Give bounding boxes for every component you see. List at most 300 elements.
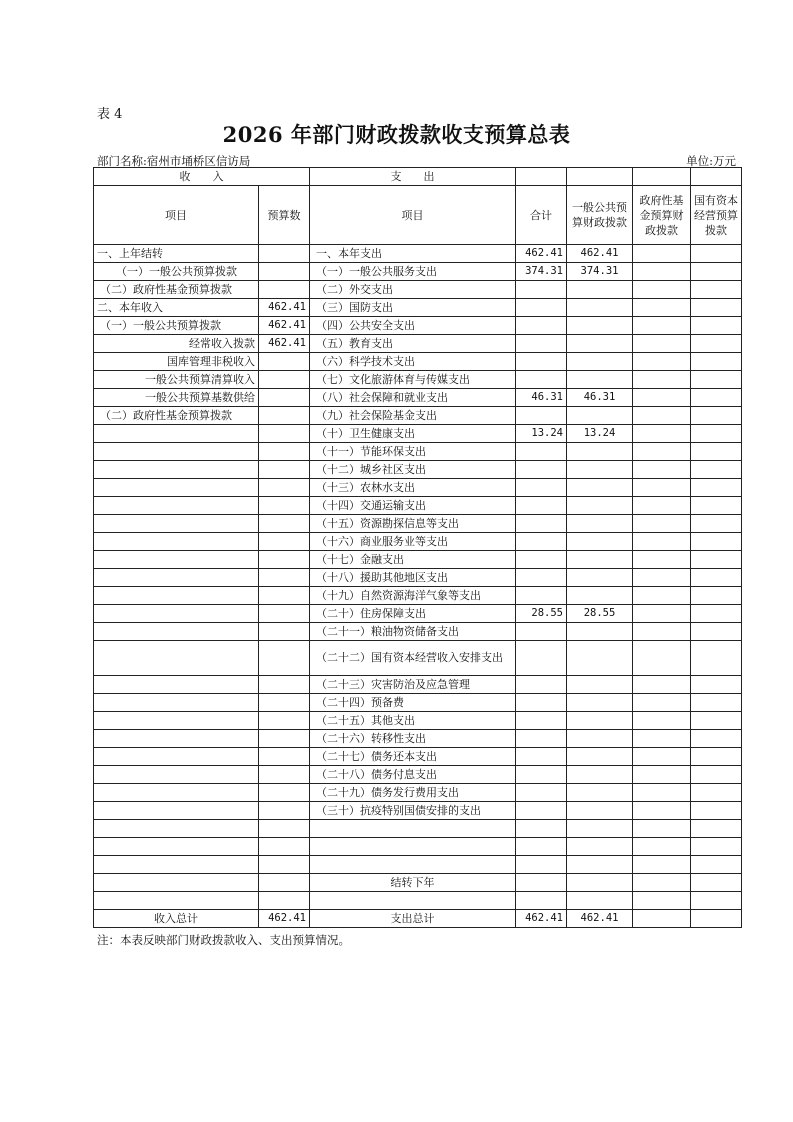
income-budget-cell	[259, 497, 310, 515]
income-item-cell	[94, 533, 259, 551]
blank-header-cell	[516, 168, 567, 186]
income-budget-cell	[259, 263, 310, 281]
state-capital-cell	[691, 425, 742, 443]
general-budget-cell: 46.31	[567, 389, 633, 407]
income-budget-cell	[259, 569, 310, 587]
income-budget-cell	[259, 605, 310, 623]
expense-item-cell: （一）一般公共服务支出	[310, 263, 516, 281]
income-section-header: 收 入	[94, 168, 310, 186]
state-capital-cell	[691, 461, 742, 479]
table-row	[94, 802, 742, 820]
general-budget-cell	[567, 569, 633, 587]
income-item-cell: 国库管理非税收入	[94, 353, 259, 371]
table-row	[94, 676, 742, 694]
total-cell	[516, 533, 567, 551]
income-budget-cell	[259, 641, 310, 676]
expense-item-cell: 一、本年支出	[310, 245, 516, 263]
expense-item-cell: （二十五）其他支出	[310, 712, 516, 730]
income-item-cell	[94, 443, 259, 461]
general-budget-cell	[567, 353, 633, 371]
total-cell	[516, 892, 567, 910]
general-budget-cell: 374.31	[567, 263, 633, 281]
income-item-cell	[94, 676, 259, 694]
gov-fund-cell	[633, 263, 691, 281]
state-capital-cell	[691, 245, 742, 263]
total-cell	[516, 856, 567, 874]
col-total: 合计	[516, 186, 567, 245]
general-budget-cell	[567, 461, 633, 479]
total-cell	[516, 766, 567, 784]
general-budget-cell	[567, 802, 633, 820]
total-cell	[516, 694, 567, 712]
income-budget-cell: 462.41	[259, 317, 310, 335]
gov-fund-cell	[633, 569, 691, 587]
gov-fund-cell	[633, 623, 691, 641]
income-budget-cell: 462.41	[259, 335, 310, 353]
income-budget-cell	[259, 389, 310, 407]
table-row	[94, 766, 742, 784]
state-capital-cell	[691, 784, 742, 802]
general-budget-cell: 13.24	[567, 425, 633, 443]
general-budget-cell	[567, 497, 633, 515]
income-budget-cell	[259, 533, 310, 551]
gov-fund-cell	[633, 245, 691, 263]
general-budget-cell	[567, 784, 633, 802]
expense-item-cell: （六）科学技术支出	[310, 353, 516, 371]
expense-item-cell: （九）社会保险基金支出	[310, 407, 516, 425]
footnote: 注：本表反映部门财政拨款收入、支出预算情况。	[97, 933, 350, 947]
gov-fund-cell	[633, 838, 691, 856]
income-item-cell: 一般公共预算基数供给	[94, 389, 259, 407]
table-row	[94, 371, 742, 389]
income-item-cell: 一般公共预算清算收入	[94, 371, 259, 389]
expense-item-cell: （八）社会保障和就业支出	[310, 389, 516, 407]
state-capital-cell	[691, 856, 742, 874]
income-budget-cell	[259, 730, 310, 748]
general-budget-cell: 462.41	[567, 910, 633, 928]
income-budget-cell	[259, 407, 310, 425]
gov-fund-cell	[633, 856, 691, 874]
state-capital-cell	[691, 892, 742, 910]
expense-item-cell: （三）国防支出	[310, 299, 516, 317]
general-budget-cell	[567, 443, 633, 461]
total-cell	[516, 730, 567, 748]
income-budget-cell	[259, 874, 310, 892]
income-budget-cell	[259, 784, 310, 802]
state-capital-cell	[691, 515, 742, 533]
column-header-row	[94, 186, 742, 245]
state-capital-cell	[691, 605, 742, 623]
state-capital-cell	[691, 263, 742, 281]
income-item-cell	[94, 892, 259, 910]
income-item-cell	[94, 748, 259, 766]
expense-item-cell: （十一）节能环保支出	[310, 443, 516, 461]
income-item-cell: （一）一般公共预算拨款	[94, 263, 259, 281]
income-item-cell: （二）政府性基金预算拨款	[94, 281, 259, 299]
state-capital-cell	[691, 910, 742, 928]
budget-table	[93, 167, 742, 928]
general-budget-cell	[567, 676, 633, 694]
table-row	[94, 479, 742, 497]
total-cell: 28.55	[516, 605, 567, 623]
expense-item-cell	[310, 892, 516, 910]
table-row	[94, 784, 742, 802]
table-row	[94, 461, 742, 479]
income-item-cell	[94, 820, 259, 838]
income-item-cell	[94, 784, 259, 802]
total-cell: 46.31	[516, 389, 567, 407]
income-item-cell	[94, 587, 259, 605]
total-cell	[516, 676, 567, 694]
blank-header-cell	[567, 168, 633, 186]
gov-fund-cell	[633, 748, 691, 766]
income-item-cell	[94, 461, 259, 479]
income-budget-cell	[259, 712, 310, 730]
gov-fund-cell	[633, 802, 691, 820]
table-row	[94, 263, 742, 281]
expense-item-cell	[310, 820, 516, 838]
gov-fund-cell	[633, 497, 691, 515]
income-budget-cell	[259, 820, 310, 838]
income-item-cell: （一）一般公共预算拨款	[94, 317, 259, 335]
general-budget-cell	[567, 407, 633, 425]
table-row	[94, 838, 742, 856]
table-number: 表 4	[97, 107, 123, 122]
general-budget-cell	[567, 515, 633, 533]
income-budget-cell	[259, 838, 310, 856]
col-general-budget: 一般公共预算财政拨款	[567, 186, 633, 245]
expense-item-cell	[310, 838, 516, 856]
col-state-capital: 国有资本经营预算拨款	[691, 186, 742, 245]
table-row	[94, 712, 742, 730]
col-income-budget: 预算数	[259, 186, 310, 245]
expense-item-cell: （十六）商业服务业等支出	[310, 533, 516, 551]
expense-item-cell: （二十九）债务发行费用支出	[310, 784, 516, 802]
general-budget-cell	[567, 730, 633, 748]
table-row	[94, 425, 742, 443]
income-budget-cell	[259, 443, 310, 461]
income-budget-cell	[259, 425, 310, 443]
state-capital-cell	[691, 407, 742, 425]
table-row	[94, 569, 742, 587]
gov-fund-cell	[633, 874, 691, 892]
gov-fund-cell	[633, 443, 691, 461]
state-capital-cell	[691, 623, 742, 641]
income-item-cell: （二）政府性基金预算拨款	[94, 407, 259, 425]
state-capital-cell	[691, 479, 742, 497]
income-budget-cell	[259, 856, 310, 874]
state-capital-cell	[691, 353, 742, 371]
income-item-cell	[94, 766, 259, 784]
table-row	[94, 533, 742, 551]
income-budget-cell	[259, 353, 310, 371]
general-budget-cell	[567, 856, 633, 874]
state-capital-cell	[691, 676, 742, 694]
table-row	[94, 407, 742, 425]
total-cell	[516, 623, 567, 641]
income-item-cell	[94, 425, 259, 443]
expense-item-cell: （二十三）灾害防治及应急管理	[310, 676, 516, 694]
total-cell	[516, 443, 567, 461]
expense-item-cell: （十七）金融支出	[310, 551, 516, 569]
total-cell	[516, 784, 567, 802]
state-capital-cell	[691, 497, 742, 515]
state-capital-cell	[691, 587, 742, 605]
income-item-cell: 经常收入拨款	[94, 335, 259, 353]
total-cell: 462.41	[516, 245, 567, 263]
expense-item-cell: 支出总计	[310, 910, 516, 928]
gov-fund-cell	[633, 407, 691, 425]
income-item-cell: 二、本年收入	[94, 299, 259, 317]
unit-label: 单位:万元	[686, 154, 736, 168]
expense-item-cell: （三十）抗疫特别国债安排的支出	[310, 802, 516, 820]
income-budget-cell	[259, 748, 310, 766]
general-budget-cell	[567, 551, 633, 569]
income-budget-cell	[259, 245, 310, 263]
income-item-cell	[94, 623, 259, 641]
table-row	[94, 892, 742, 910]
gov-fund-cell	[633, 281, 691, 299]
gov-fund-cell	[633, 551, 691, 569]
expense-item-cell: （四）公共安全支出	[310, 317, 516, 335]
income-budget-cell	[259, 479, 310, 497]
table-row	[94, 605, 742, 623]
total-cell	[516, 587, 567, 605]
total-cell	[516, 820, 567, 838]
general-budget-cell	[567, 874, 633, 892]
table-row	[94, 874, 742, 892]
expense-item-cell: 结转下年	[310, 874, 516, 892]
state-capital-cell	[691, 317, 742, 335]
expense-item-cell: （二十八）债务付息支出	[310, 766, 516, 784]
state-capital-cell	[691, 766, 742, 784]
table-row	[94, 497, 742, 515]
table-row	[94, 317, 742, 335]
general-budget-cell	[567, 892, 633, 910]
blank-header-cell	[633, 168, 691, 186]
state-capital-cell	[691, 712, 742, 730]
expense-item-cell: （十四）交通运输支出	[310, 497, 516, 515]
total-cell: 13.24	[516, 425, 567, 443]
state-capital-cell	[691, 730, 742, 748]
page-title: 2026 年部门财政拨款收支预算总表	[222, 122, 571, 147]
section-header-row	[94, 168, 742, 186]
total-cell	[516, 641, 567, 676]
total-cell	[516, 497, 567, 515]
total-cell	[516, 748, 567, 766]
gov-fund-cell	[633, 371, 691, 389]
table-row	[94, 389, 742, 407]
general-budget-cell	[567, 748, 633, 766]
income-item-cell	[94, 694, 259, 712]
table-row	[94, 730, 742, 748]
income-item-cell	[94, 497, 259, 515]
expense-item-cell: （二十一）粮油物资储备支出	[310, 623, 516, 641]
general-budget-cell	[567, 766, 633, 784]
total-cell	[516, 551, 567, 569]
table-row	[94, 856, 742, 874]
state-capital-cell	[691, 281, 742, 299]
general-budget-cell	[567, 299, 633, 317]
income-budget-cell	[259, 515, 310, 533]
total-cell	[516, 353, 567, 371]
state-capital-cell	[691, 533, 742, 551]
state-capital-cell	[691, 802, 742, 820]
gov-fund-cell	[633, 479, 691, 497]
col-expense-item: 项目	[310, 186, 516, 245]
income-item-cell	[94, 569, 259, 587]
table-row	[94, 623, 742, 641]
income-budget-cell: 462.41	[259, 910, 310, 928]
table-row	[94, 641, 742, 676]
state-capital-cell	[691, 694, 742, 712]
general-budget-cell: 462.41	[567, 245, 633, 263]
expense-item-cell: （十五）资源勘探信息等支出	[310, 515, 516, 533]
total-cell: 374.31	[516, 263, 567, 281]
state-capital-cell	[691, 838, 742, 856]
table-row	[94, 551, 742, 569]
state-capital-cell	[691, 389, 742, 407]
income-budget-cell	[259, 371, 310, 389]
state-capital-cell	[691, 748, 742, 766]
income-budget-cell	[259, 892, 310, 910]
state-capital-cell	[691, 820, 742, 838]
general-budget-cell	[567, 533, 633, 551]
table-row	[94, 281, 742, 299]
total-cell	[516, 335, 567, 353]
gov-fund-cell	[633, 712, 691, 730]
expense-item-cell: （二十七）债务还本支出	[310, 748, 516, 766]
gov-fund-cell	[633, 605, 691, 623]
income-budget-cell	[259, 623, 310, 641]
expense-item-cell	[310, 856, 516, 874]
expense-section-header: 支 出	[310, 168, 516, 186]
total-cell	[516, 299, 567, 317]
state-capital-cell	[691, 335, 742, 353]
income-budget-cell	[259, 802, 310, 820]
gov-fund-cell	[633, 425, 691, 443]
total-cell	[516, 281, 567, 299]
total-cell: 462.41	[516, 910, 567, 928]
general-budget-cell	[567, 694, 633, 712]
gov-fund-cell	[633, 317, 691, 335]
income-item-cell	[94, 730, 259, 748]
gov-fund-cell	[633, 353, 691, 371]
income-item-cell	[94, 802, 259, 820]
income-item-cell	[94, 712, 259, 730]
general-budget-cell	[567, 587, 633, 605]
expense-item-cell: （十八）援助其他地区支出	[310, 569, 516, 587]
income-item-cell	[94, 551, 259, 569]
income-item-cell	[94, 856, 259, 874]
general-budget-cell	[567, 281, 633, 299]
table-row	[94, 443, 742, 461]
expense-item-cell: （十九）自然资源海洋气象等支出	[310, 587, 516, 605]
expense-item-cell: （二十六）转移性支出	[310, 730, 516, 748]
income-budget-cell	[259, 551, 310, 569]
gov-fund-cell	[633, 910, 691, 928]
general-budget-cell	[567, 838, 633, 856]
total-cell	[516, 515, 567, 533]
income-item-cell	[94, 641, 259, 676]
state-capital-cell	[691, 569, 742, 587]
general-budget-cell	[567, 317, 633, 335]
gov-fund-cell	[633, 299, 691, 317]
income-budget-cell	[259, 281, 310, 299]
gov-fund-cell	[633, 892, 691, 910]
total-cell	[516, 461, 567, 479]
table-row	[94, 515, 742, 533]
total-cell	[516, 802, 567, 820]
table-row	[94, 353, 742, 371]
total-cell	[516, 407, 567, 425]
gov-fund-cell	[633, 515, 691, 533]
general-budget-cell	[567, 820, 633, 838]
gov-fund-cell	[633, 461, 691, 479]
income-budget-cell	[259, 694, 310, 712]
gov-fund-cell	[633, 587, 691, 605]
gov-fund-cell	[633, 335, 691, 353]
expense-item-cell: （二）外交支出	[310, 281, 516, 299]
expense-item-cell: （五）教育支出	[310, 335, 516, 353]
income-budget-cell	[259, 676, 310, 694]
department-name: 部门名称:宿州市埇桥区信访局	[97, 154, 251, 168]
table-row	[94, 245, 742, 263]
gov-fund-cell	[633, 676, 691, 694]
table-row	[94, 299, 742, 317]
table-row	[94, 694, 742, 712]
income-item-cell: 收入总计	[94, 910, 259, 928]
total-cell	[516, 874, 567, 892]
general-budget-cell	[567, 641, 633, 676]
general-budget-cell	[567, 712, 633, 730]
state-capital-cell	[691, 443, 742, 461]
income-budget-cell: 462.41	[259, 299, 310, 317]
total-cell	[516, 479, 567, 497]
income-item-cell	[94, 515, 259, 533]
table-row	[94, 748, 742, 766]
income-item-cell	[94, 479, 259, 497]
income-budget-cell	[259, 587, 310, 605]
total-cell	[516, 838, 567, 856]
income-item-cell	[94, 605, 259, 623]
general-budget-cell	[567, 371, 633, 389]
gov-fund-cell	[633, 533, 691, 551]
expense-item-cell: （十二）城乡社区支出	[310, 461, 516, 479]
general-budget-cell: 28.55	[567, 605, 633, 623]
income-item-cell: 一、上年结转	[94, 245, 259, 263]
income-budget-cell	[259, 461, 310, 479]
blank-header-cell	[691, 168, 742, 186]
gov-fund-cell	[633, 784, 691, 802]
expense-item-cell: （二十四）预备费	[310, 694, 516, 712]
state-capital-cell	[691, 299, 742, 317]
expense-item-cell: （十三）农林水支出	[310, 479, 516, 497]
table-row	[94, 820, 742, 838]
gov-fund-cell	[633, 389, 691, 407]
gov-fund-cell	[633, 766, 691, 784]
col-income-item: 项目	[94, 186, 259, 245]
table-row	[94, 587, 742, 605]
income-budget-cell	[259, 766, 310, 784]
general-budget-cell	[567, 479, 633, 497]
gov-fund-cell	[633, 641, 691, 676]
table-row	[94, 335, 742, 353]
total-cell	[516, 569, 567, 587]
gov-fund-cell	[633, 730, 691, 748]
total-cell	[516, 371, 567, 389]
expense-item-cell: （十）卫生健康支出	[310, 425, 516, 443]
